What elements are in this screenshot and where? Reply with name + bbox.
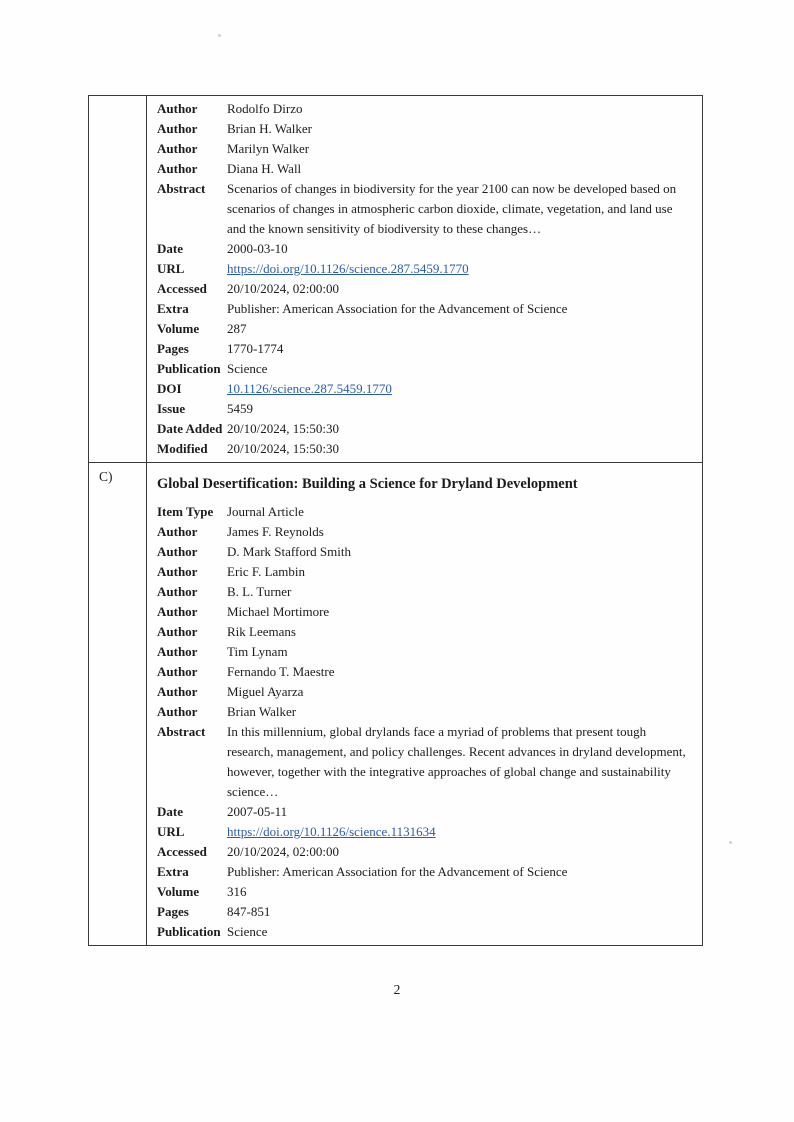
field-row [157,542,694,562]
field-row [157,359,694,379]
field-label: Publication [157,924,221,939]
field-row [157,419,694,439]
field-value: Brian H. Walker [227,121,312,136]
field-row [157,179,694,239]
field-row [157,399,694,419]
field-value: 2007-05-11 [227,804,288,819]
field-value: D. Mark Stafford Smith [227,544,351,559]
field-label: Author [157,584,198,599]
field-value: 1770-1774 [227,341,284,356]
bibliography-table [88,95,703,946]
field-label: Abstract [157,724,206,739]
field-label: Extra [157,301,189,316]
entry-fields [157,502,694,942]
field-value [227,822,694,842]
bibliography-entry [89,96,702,462]
field-value: 847-851 [227,904,271,919]
field-row [157,702,694,722]
field-label: Author [157,684,198,699]
entry-letter: C) [89,463,147,945]
field-label: Date Added [157,421,223,436]
field-row [157,439,694,459]
field-row [157,802,694,822]
field-row [157,299,694,319]
field-value: 20/10/2024, 02:00:00 [227,281,339,296]
field-label: Abstract [157,181,206,196]
field-label: Accessed [157,844,207,859]
entry-content [147,463,702,945]
field-value: Eric F. Lambin [227,564,306,579]
field-label: Author [157,121,198,136]
field-value: Brian Walker [227,704,297,719]
bibliography-entry [89,462,702,945]
field-label: Author [157,644,198,659]
field-value [227,379,694,399]
field-row [157,722,694,802]
scan-artifact [729,841,732,844]
field-value: Science [227,924,268,939]
entry-content [147,96,702,462]
field-value [227,259,694,279]
field-value: B. L. Turner [227,584,292,599]
field-row [157,922,694,942]
field-row [157,279,694,299]
field-row [157,822,694,842]
field-label: Pages [157,904,189,919]
field-label: Author [157,624,198,639]
field-row [157,882,694,902]
field-value-link[interactable]: https://doi.org/10.1126/science.1131634 [227,824,436,839]
field-row [157,842,694,862]
field-row [157,259,694,279]
field-row [157,862,694,882]
field-label: Author [157,524,198,539]
field-row [157,522,694,542]
field-label: Extra [157,864,189,879]
field-row [157,502,694,522]
field-label: Date [157,241,183,256]
field-value: 316 [227,884,247,899]
entry-letter [89,96,147,462]
scan-artifact [218,34,221,37]
field-label: Author [157,564,198,579]
field-value: 20/10/2024, 15:50:30 [227,421,339,436]
field-label: Volume [157,321,200,336]
field-label: Item Type [157,504,214,519]
field-row [157,642,694,662]
field-value: James F. Reynolds [227,524,324,539]
field-row [157,99,694,119]
field-label: Volume [157,884,200,899]
field-value: Marilyn Walker [227,141,310,156]
field-label: URL [157,261,185,276]
field-label: Author [157,604,198,619]
field-value-link[interactable]: https://doi.org/10.1126/science.287.5459.1770 [227,261,469,276]
field-row [157,682,694,702]
field-value: In this millennium, global drylands face a myriad of problems that present tough research, management, and policy challenges. Recent advances in dryland development, however, together with the integrative approaches of global change and sustainability science… [227,724,686,799]
field-value: Journal Article [227,504,304,519]
field-label: DOI [157,381,182,396]
field-value: Fernando T. Maestre [227,664,335,679]
field-value: 5459 [227,401,253,416]
field-label: Accessed [157,281,207,296]
field-value: 287 [227,321,247,336]
field-row [157,562,694,582]
field-label: Author [157,101,198,116]
field-row [157,159,694,179]
field-value: Scenarios of changes in biodiversity for the year 2100 can now be developed based on scenarios of changes in atmospheric carbon dioxide, climate, vegetation, and land use and the known sensitivity of biodiversity to these changes… [227,181,677,236]
field-label: Modified [157,441,208,456]
field-row [157,139,694,159]
field-value: Publisher: American Association for the Advancement of Science [227,301,568,316]
field-value: Michael Mortimore [227,604,330,619]
field-label: Author [157,704,198,719]
field-row [157,662,694,682]
field-value: 20/10/2024, 02:00:00 [227,844,339,859]
field-row [157,339,694,359]
field-row [157,622,694,642]
field-value: Diana H. Wall [227,161,302,176]
field-row [157,319,694,339]
field-row [157,379,694,399]
field-label: Author [157,664,198,679]
field-row [157,119,694,139]
field-label: Author [157,544,198,559]
field-label: Pages [157,341,189,356]
field-value-link[interactable]: 10.1126/science.287.5459.1770 [227,381,392,396]
page-number: 2 [393,982,401,997]
field-label: Date [157,804,183,819]
field-value: Rodolfo Dirzo [227,101,303,116]
entry-fields [157,99,694,459]
field-row [157,902,694,922]
field-label: Publication [157,361,221,376]
field-row [157,602,694,622]
field-row [157,582,694,602]
field-label: Author [157,141,198,156]
field-value: Tim Lynam [227,644,288,659]
field-label: Author [157,161,198,176]
field-value: 20/10/2024, 15:50:30 [227,441,339,456]
field-value: 2000-03-10 [227,241,288,256]
entry-title: Global Desertification: Building a Science for Dryland Development [157,476,578,492]
field-value: Rik Leemans [227,624,296,639]
field-value: Science [227,361,268,376]
field-label: URL [157,824,185,839]
field-value: Publisher: American Association for the Advancement of Science [227,864,568,879]
field-label: Issue [157,401,186,416]
field-value: Miguel Ayarza [227,684,304,699]
field-row [157,239,694,259]
